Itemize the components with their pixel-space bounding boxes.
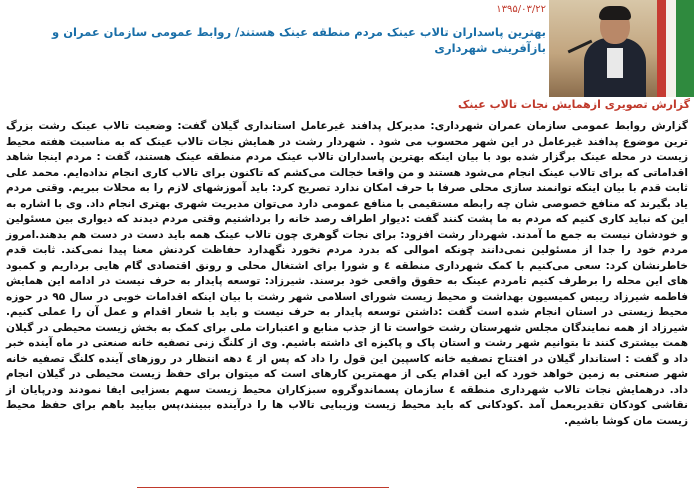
article-header <box>8 2 546 97</box>
flag-stripe-white <box>666 0 676 97</box>
speaker-hair <box>599 6 631 20</box>
highlight-underline <box>137 487 389 488</box>
photo-caption: گزارش تصویری ازهمایش نجات تالاب عینک <box>457 98 690 111</box>
publish-date: ۱۳۹۵/۰۳/۲۲ <box>496 4 546 15</box>
article-headline: بهترین پاسداران تالاب عینک مردم منطقه عینک هستند/ روابط عمومی سازمان عمران و بازآفرینی شهرداری <box>52 25 546 55</box>
article-body: گزارش روابط عمومی سازمان عمران شهرداری: مدیرکل پدافند غیرعامل استانداری گیلان گفت: وضعیت تالاب عینک رشت بزرگ ترین موضوع پدافند غیرعامل در این شهر محسوب می شود . شهردار رشت در همایش نجات تالاب عینک که به مناسبت هفته محیط زیست در محله عینک برگزار شده بود با بیان اینکه بهترین پاسداران تالاب عینک مردم منطقه عینک هستند، گفت : مردم اینجا شاهد اقداماتی که برای تالاب عینک انجام می‌شود هستند و من واقعا خجالت می‌کشم که تاکنون برای تالاب کاری انجام نداده‌ایم. محمد علی ثابت قدم با بیان اینکه توانمند سازی محلی صرفا با حرف امکان ندارد تصریح کرد: باید آموزشهای لازم را به محلات ببریم. وقتی مردم یاد بگیرند که منافع خصوصی شان چه رابطه مستقیمی با منافع عمومی دارد می‌توان مدیریت شهری بهتری انجام داد. وی با اشاره به این که نباید کاری کنیم که مردم به ما پشت کنند گفت :دیوار اطراف رصد خانه را برداشتیم وقتی مردم دیدند که دیواری بین مسئولین و خودشان نیست به جمع ما آمدند. شهردار رشت افزود: برای نجات گوهری چون تالاب عینک همه باید دست در دست هم بدهند.امروز مردم خود را جدا از مسئولین نمی‌دانند چونکه اموالی که بدرد مردم نخورد نگهدارد حفاظت کردنش معنا پیدا نمی‌کند. ثابت قدم خاطرنشان کرد: سعی می‌کنیم با کمک شهرداری منطقه ٤ و شورا برای اشتغال محلی و رونق اقتصادی گام هایی برداریم و کمبود های این محله را برطرف کنیم تامردم عینک به حقوق واقعی خود برسند. شیرزاد: توسعه پایدار به حرف نیست در ادامه این همایش فاطمه شیرزاد رییس کمیسیون بهداشت و محیط زیست شورای اسلامی شهر رشت با بیان اینکه اقدامات خوبی در سال ۹۵ در حوزه محیط زیستی در استان انجام شده است گفت :داشتن توسعه پایدار به حرف نیست و باید با شعار اقدام و عمل آن را عملی کنیم. شیرزاد از همه نمایندگان مجلس شهرستان رشت خواست تا از جذب منابع و اعتبارات ملی برای کمک به بخش زیست محیطی در گیلان همت بیشتری کنند تا بتوانیم شهر رشت و استان پاک و پاکیزه ای داشته باشیم. وی از کلنگ زنی تصفیه خانه صنعتی در ماه آینده خبر داد و گفت : استاندار گیلان در افتتاح تصفیه خانه کاسپین این قول را داد که پس از ٤ دهه انتظار در روزهای آینده کلنگ تصفیه خانه شهر صنعتی به زمین خواهد خورد که این اقدام یکی از مهمترین کارهای است که میتوان برای حفظ زیست محیطی در گیلان انجام داد. درهمایش نجات تالاب شهرداری منطقه ٤ سازمان پسماندوگروه سبزکاران محیط زیست سهم بسزایی ایفا نمودند ودرپایان از نقاشی کودکان تقدیربعمل آمد .کودکانی که باید محیط زیست وزیبایی تالاب ها را درآینده ببینند،پس بیایید باهم برای حفظ محیط زیست مان کوشا باشیم. <box>6 120 689 427</box>
flag-stripe-red <box>657 0 666 97</box>
speaker-shirt <box>607 48 623 78</box>
flag-stripe-green <box>676 0 694 97</box>
article-photo <box>549 0 694 97</box>
